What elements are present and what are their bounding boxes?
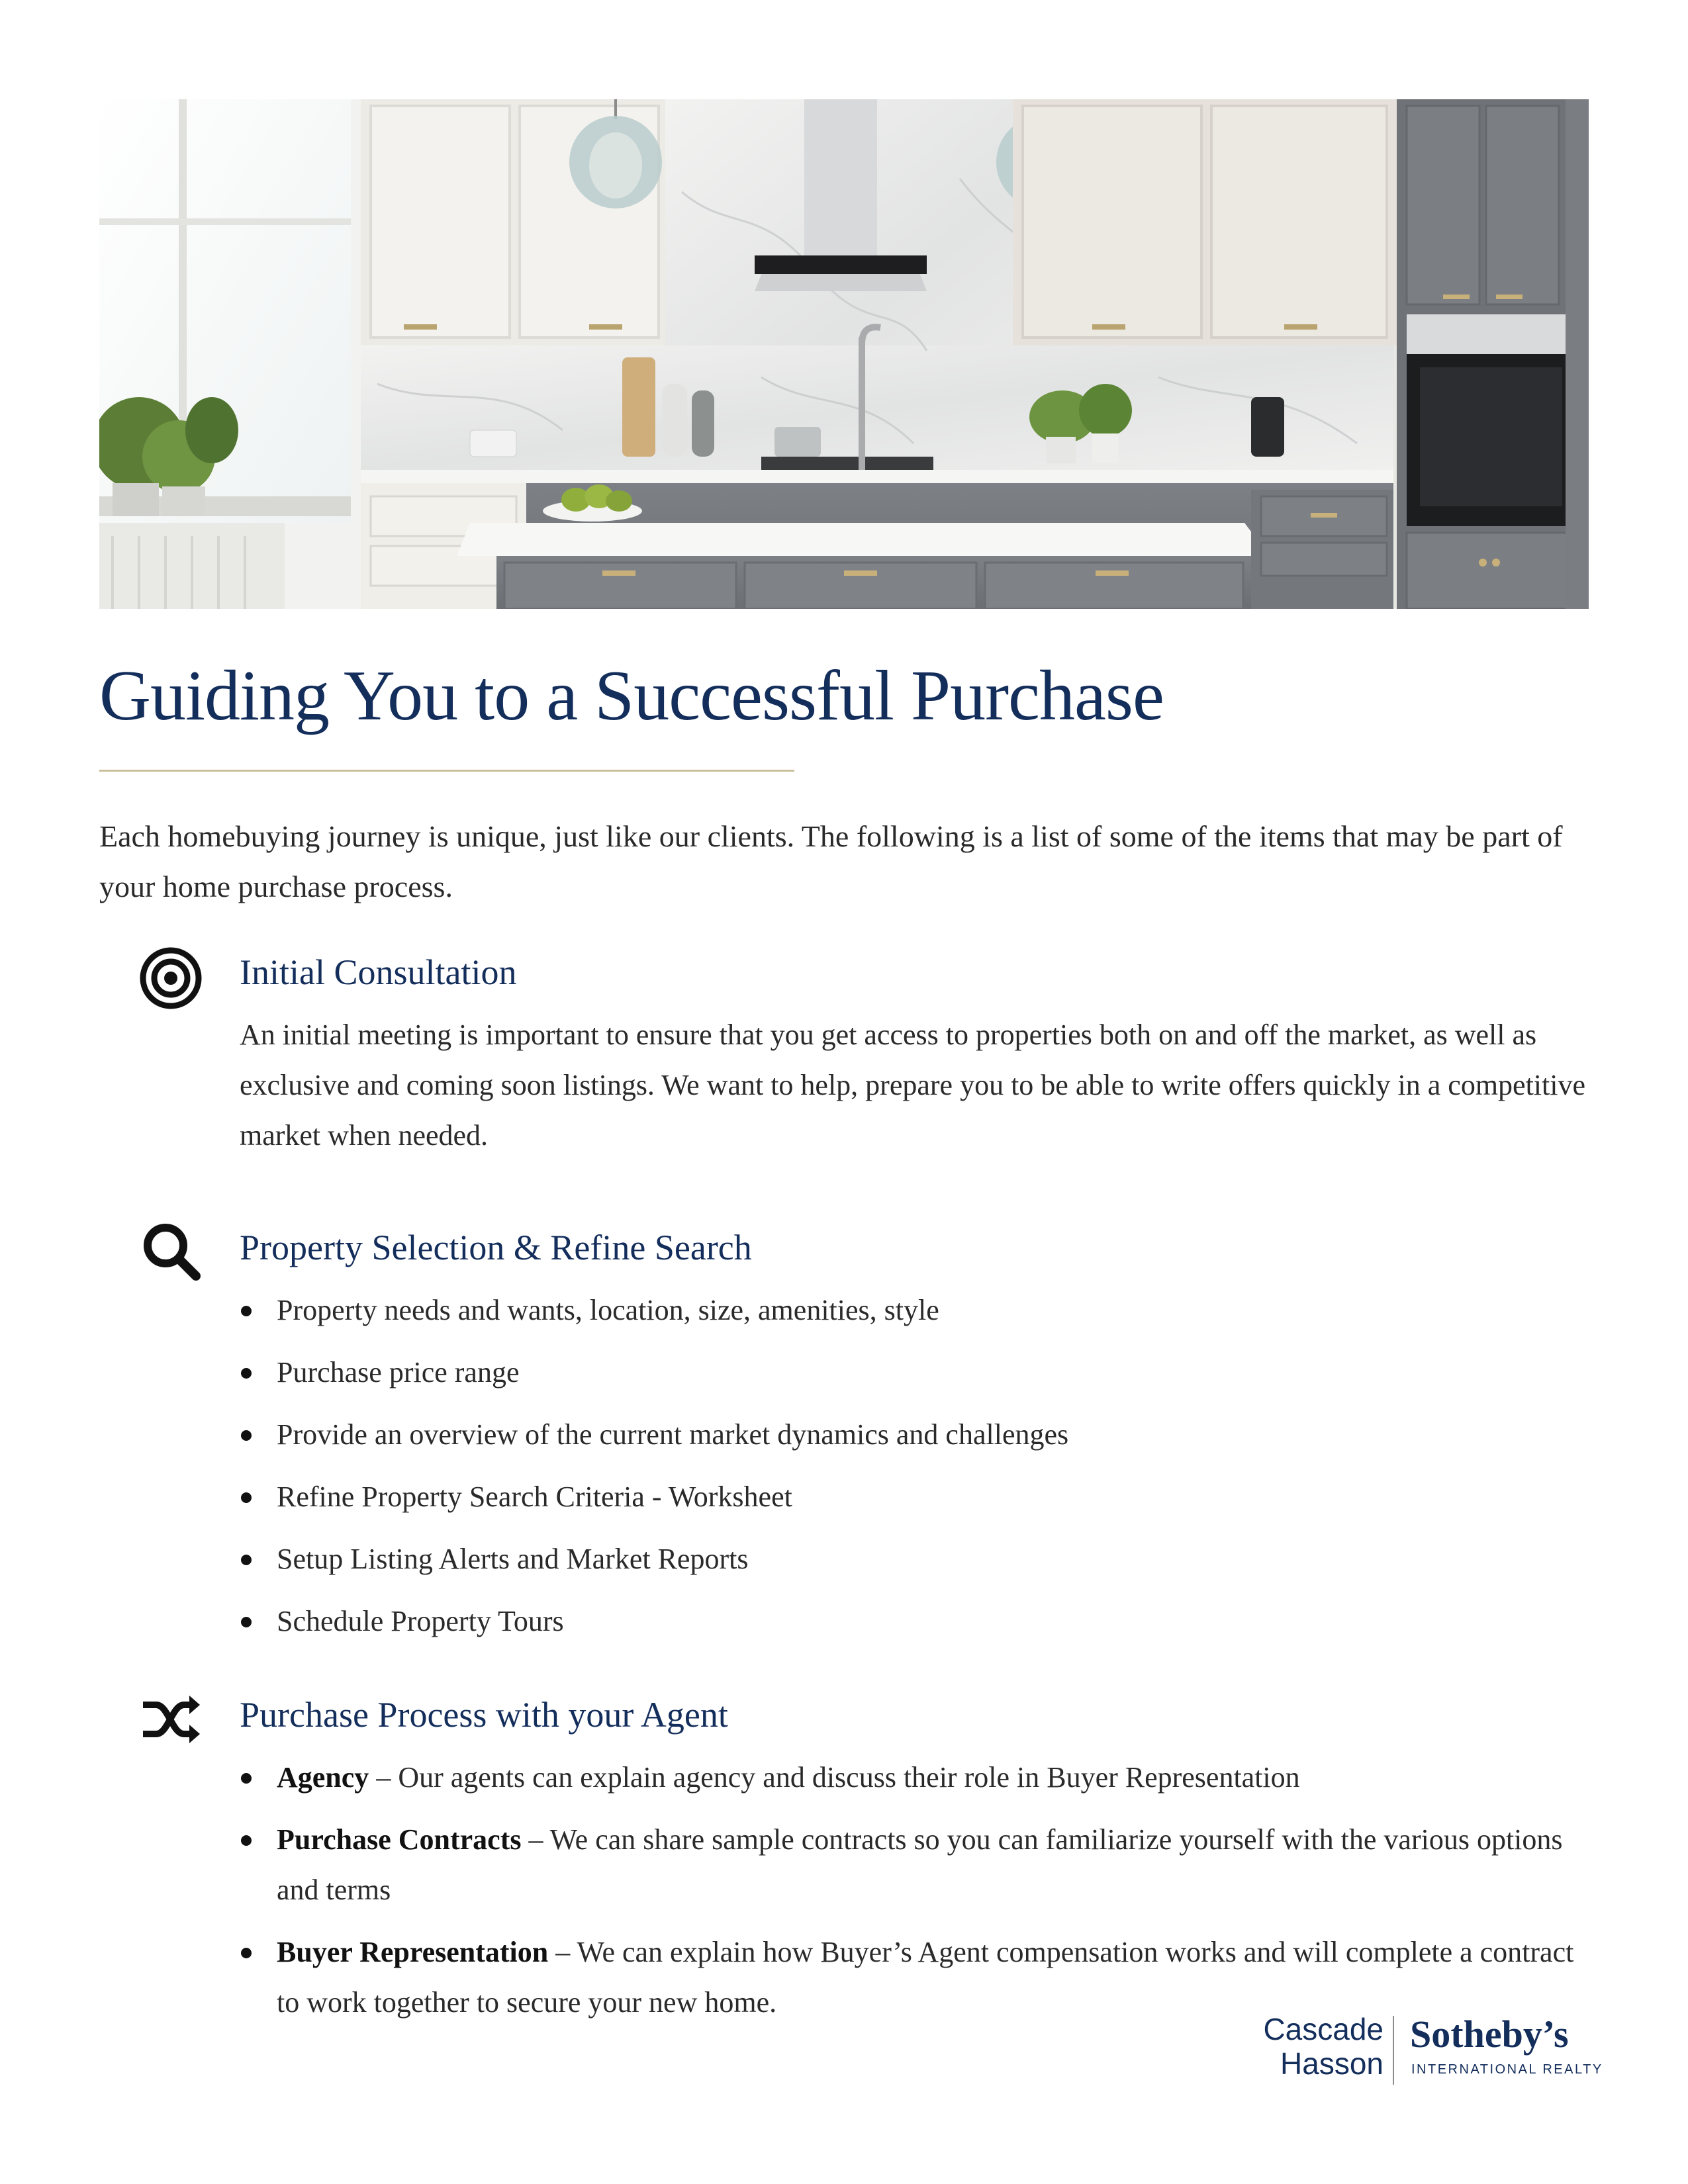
list-item: Provide an overview of the current market dynamics and challenges [240,1410,1590,1460]
section-title: Property Selection & Refine Search [240,1228,752,1267]
target-icon [139,946,203,1010]
logo-line-1: Cascade [1263,2012,1383,2046]
list-item: Refine Property Search Criteria - Worksheet [240,1472,1590,1522]
logo-sothebys: Sotheby’s [1410,2013,1569,2056]
list-item: Property needs and wants, location, size, amenities, style [240,1285,1590,1336]
property-selection-list [240,1285,1590,1659]
item-text: – We can share sample contracts so you can familiarize yourself with the various options and terms [277,1823,1563,1906]
item-term: Buyer Representation [277,1936,549,1968]
brand-logo [1244,2012,1603,2091]
item-term: Purchase Contracts [277,1823,522,1856]
hero-kitchen-image [99,99,1589,609]
section-purchase-process [139,1688,1595,2019]
intro-paragraph: Each homebuying journey is unique, just like our clients. The following is a list of some of the items that may be part of your home purchase process. [99,819,1563,903]
shuffle-icon [139,1688,203,1751]
logo-cascade-hasson [1263,2012,1383,2081]
logo-subtitle: INTERNATIONAL REALTY [1411,2062,1603,2077]
list-item [240,1815,1590,1915]
item-text: – We can explain how Buyer’s Agent compensation works and will complete a contract to work together to secure your new home. [277,1936,1574,2019]
list-item: Setup Listing Alerts and Market Reports [240,1534,1590,1584]
purchase-process-list [240,1752,1590,2040]
logo-line-2: Hasson [1280,2046,1383,2081]
section-body: An initial meeting is important to ensure that you get access to properties both on and off the market, as well as exclusive and coming soon listings. We want to help, prepare you to be able to write offers quickly in a competitive market when needed. [240,1019,1586,1152]
section-initial-consultation [139,946,1595,1171]
list-item [240,1752,1590,1803]
section-title: Purchase Process with your Agent [240,1695,728,1735]
list-item: Purchase price range [240,1347,1590,1398]
page-title: Guiding You to a Successful Purchase [99,657,1164,735]
item-term: Agency [277,1761,369,1794]
list-item: Schedule Property Tours [240,1596,1590,1647]
title-divider [99,770,794,772]
section-property-selection [139,1219,1595,1656]
section-title: Initial Consultation [240,952,517,992]
item-text: – Our agents can explain agency and discuss their role in Buyer Representation [369,1761,1300,1794]
logo-divider [1393,2016,1394,2085]
search-icon [139,1219,203,1283]
